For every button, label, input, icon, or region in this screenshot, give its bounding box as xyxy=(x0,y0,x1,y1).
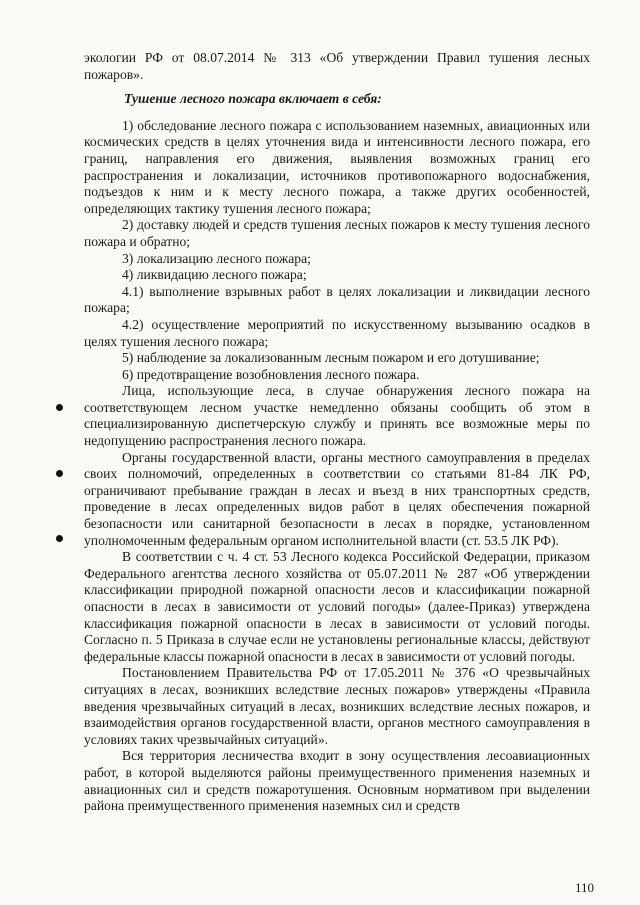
body-paragraph: Лица, использующие леса, в случае обнаружения лесного пожара на соответствующем лесном участке немедленно обязаны сообщить об этом в специализированную диспетчерскую службу и принять все возможные меры по недопущению распространения лесного пожара. xyxy=(84,383,590,449)
body-paragraph: Органы государственной власти, органы местного самоуправления в пределах своих полномочий, определенных в соответствии со статьями 81-84 ЛК РФ, ограничивают пребывание граждан в лесах и въезд в них транспортных средств, проведение в лесах определенных видов работ в целях обеспечения пожарной безопасности или санитарной безопасности в лесах в порядке, установленном уполномоченным федеральным органом исполнительной власти (ст. 53.5 ЛК РФ). xyxy=(84,449,590,548)
punch-hole-mark xyxy=(56,404,63,411)
list-item: 5) наблюдение за локализованным лесным пожаром и его дотушивание; xyxy=(122,350,540,366)
section-heading: Тушение лесного пожара включает в себя: xyxy=(124,91,382,107)
list-item: 6) предотвращение возобновления лесного пожара. xyxy=(122,366,420,382)
list-item: 3) локализацию лесного пожара; xyxy=(122,250,311,266)
punch-hole-mark xyxy=(56,535,63,542)
list-item: 1) обследование лесного пожара с использованием наземных, авиационных или космических средств в целях уточнения вида и интенсивности лесного пожара, его границ, направления его движения, выявления возможных границ его распространения и локализации, источников противопожарного водоснабжения, подъездов к ним и к месту лесного пожара, а также других особенностей, определяющих тактику тушения лесного пожара; xyxy=(84,117,590,216)
list-item: 4.1) выполнение взрывных работ в целях локализации и ликвидации лесного пожара; xyxy=(84,283,590,316)
list-item: 2) доставку людей и средств тушения лесных пожаров к месту тушения лесного пожара и обратно; xyxy=(84,217,590,249)
document-body xyxy=(84,50,590,815)
body-paragraph: Постановлением Правительства РФ от 17.05.2011 № 376 «О чрезвычайных ситуациях в лесах, возникших вследствие лесных пожаров» утверждены «Правила введения чрезвычайных ситуаций в лесах, возникших вследствие лесных пожаров, и взаимодействия органов государственной власти, органов местного самоуправления в условиях таких чрезвычайных ситуаций». xyxy=(84,665,590,747)
list-item: 4.2) осуществление мероприятий по искусственному вызыванию осадков в целях тушения лесного пожара; xyxy=(84,316,590,349)
page-number: 110 xyxy=(574,880,594,895)
punch-hole-mark xyxy=(56,470,63,477)
body-paragraph: Вся территория лесничества входит в зону осуществления лесоавиационных работ, в которой выделяются районы преимущественного применения наземных и авиационных сил и средств пожаротушения. Основным нормативом при выделении района преимущественного применения наземных сил и средств xyxy=(84,748,590,814)
body-paragraph: В соответствии с ч. 4 ст. 53 Лесного кодекса Российской Федерации, приказом Федерального агентства лесного хозяйства от 05.07.2011 № 287 «Об утверждении классификации природной пожарной опасности лесов и классификации пожарной опасности в лесах в зависимости от условий погоды» (далее-Приказ) утверждена классификация пожарной опасности в лесах в зависимости от условий погоды. Согласно п. 5 Приказа в случае если не установлены региональные классы, действуют федеральные классы пожарной опасности в лесах в зависимости от условий погоды. xyxy=(84,549,590,664)
list-item: 4) ликвидацию лесного пожара; xyxy=(122,267,307,283)
continuation-paragraph: экологии РФ от 08.07.2014 № 313 «Об утверждении Правил тушения лесных пожаров». xyxy=(84,50,590,82)
